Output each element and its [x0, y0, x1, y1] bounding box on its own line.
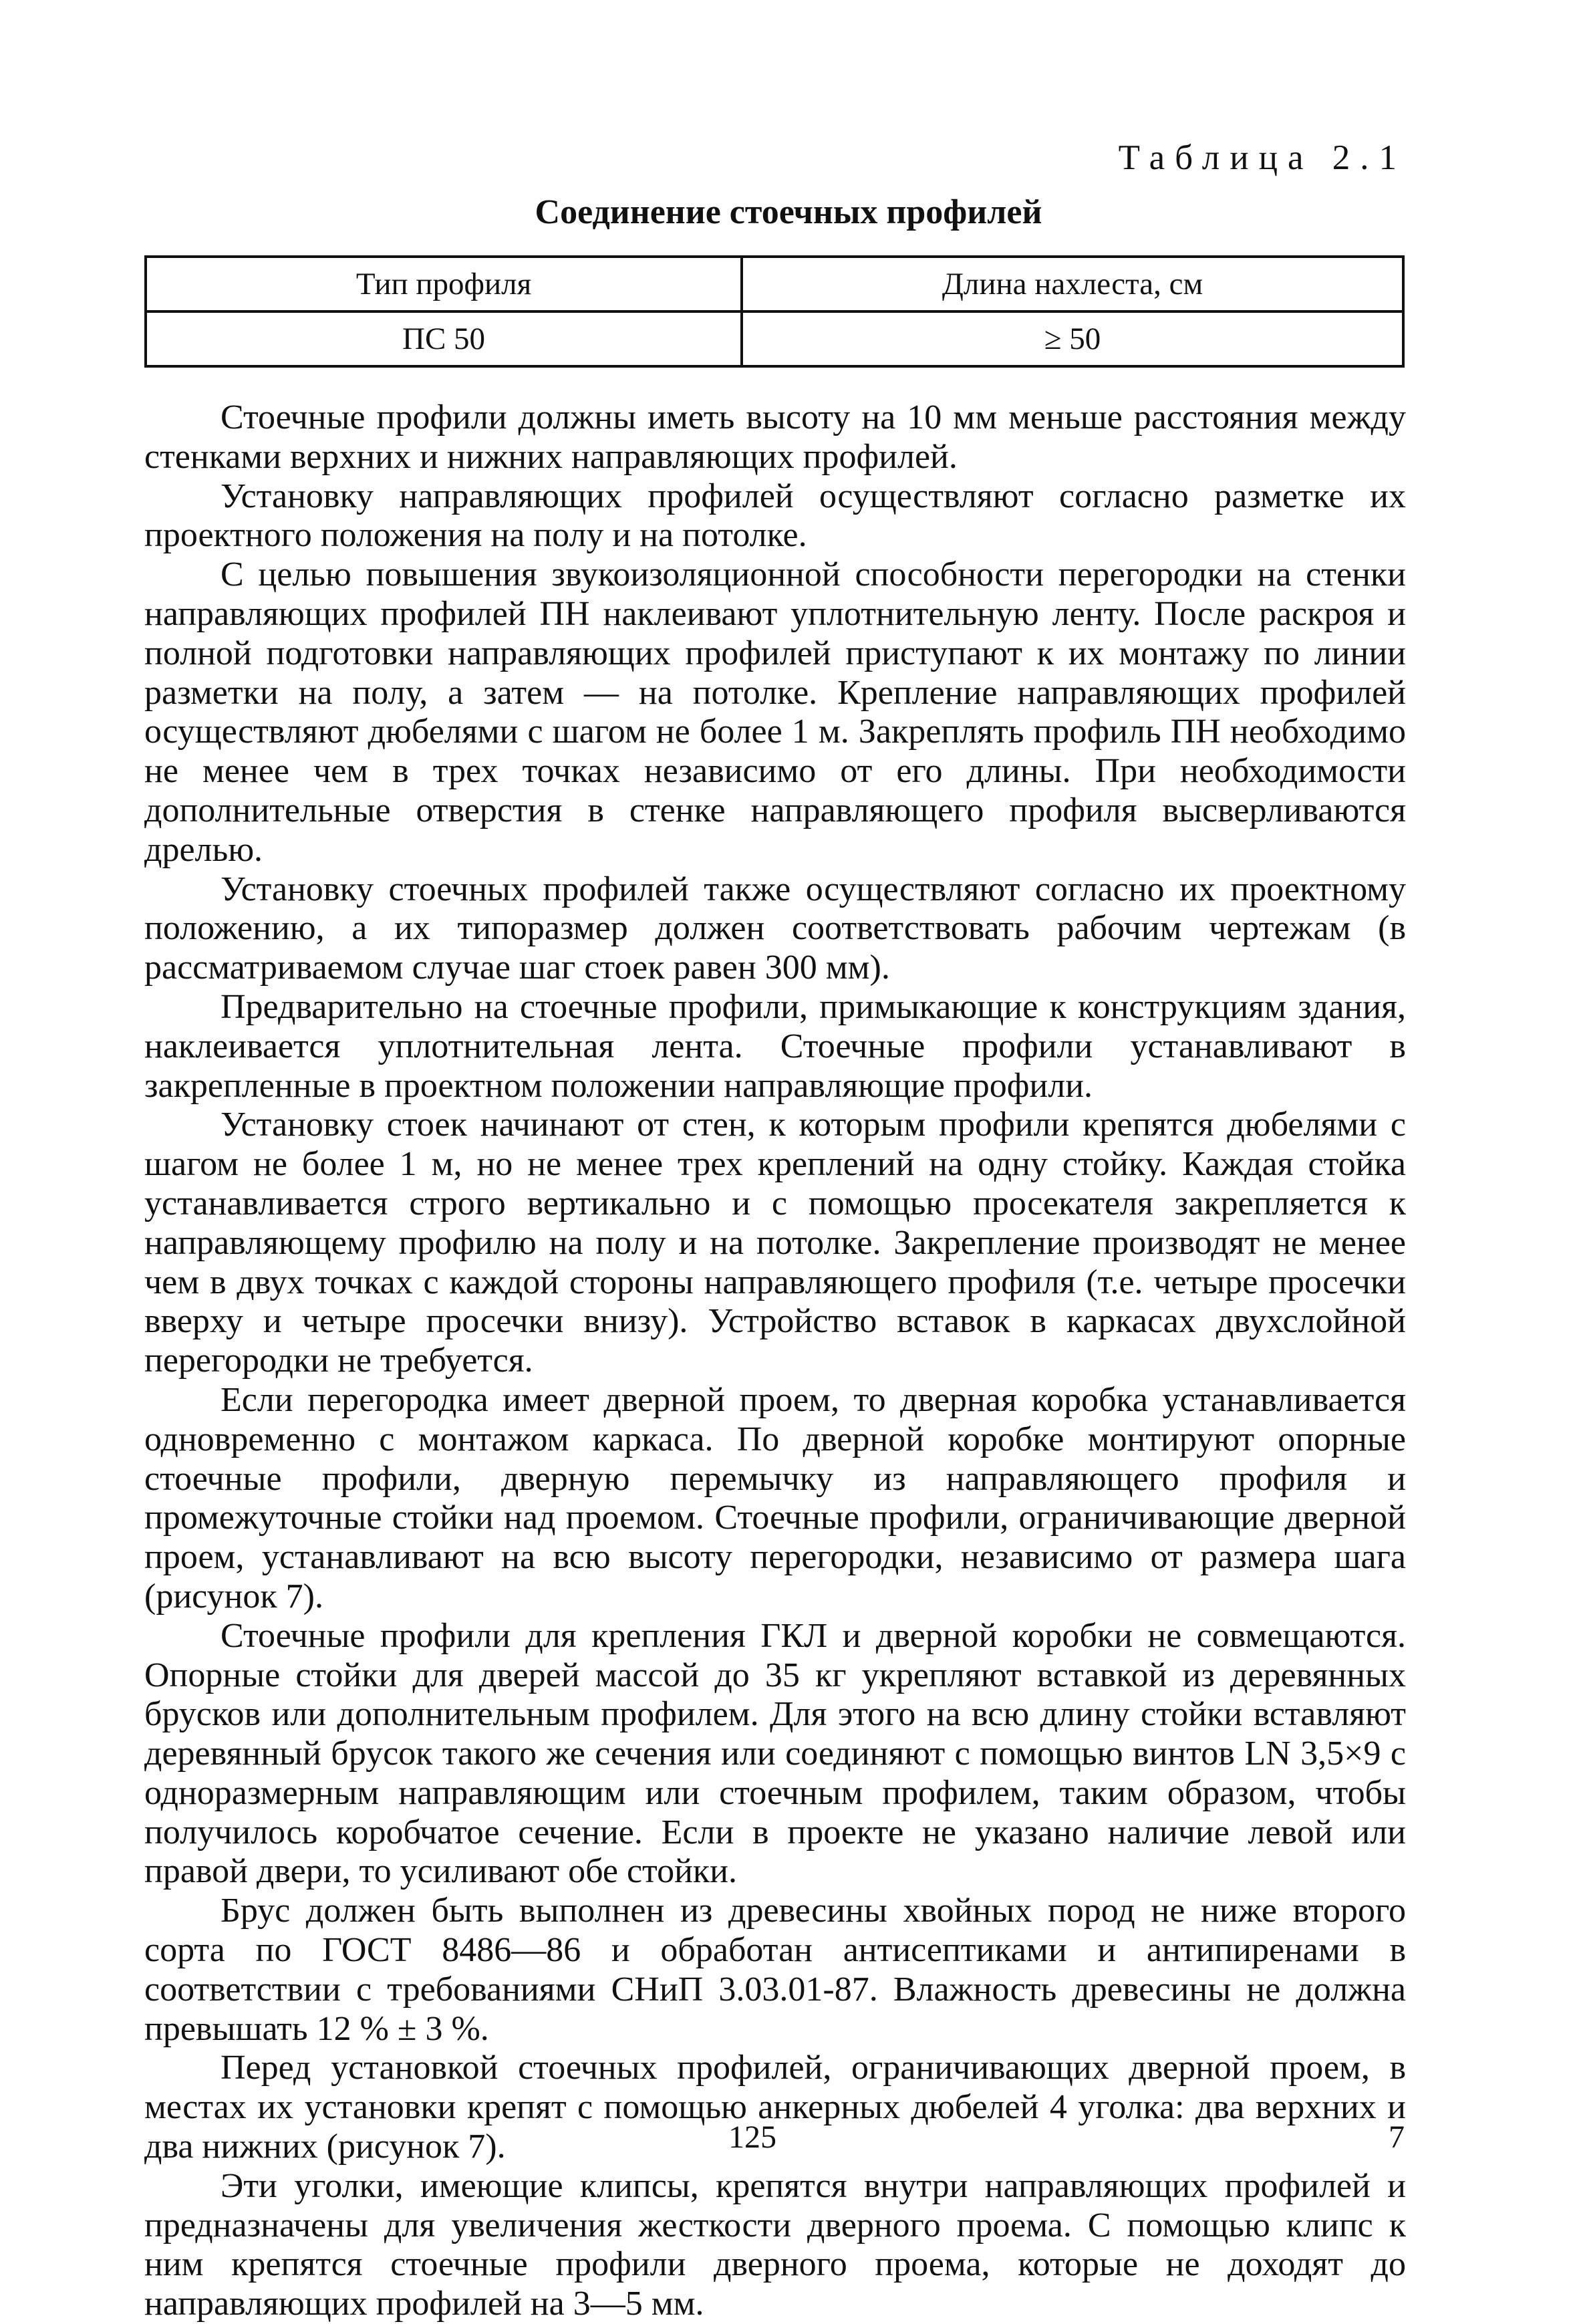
cell-profile-type: ПС 50 [146, 311, 742, 366]
cell-overlap-length: ≥ 50 [742, 311, 1403, 366]
header-profile-type: Тип профиля [146, 257, 742, 311]
paragraph: Стоечные профили должны иметь высоту на 10 мм меньше расстояния между стенками верхних и нижних направляющих профилей. [144, 398, 1406, 476]
header-overlap-length: Длина нахлеста, см [742, 257, 1403, 311]
body-text [144, 398, 1406, 2324]
paragraph: Установку направляющих профилей осуществляют согласно разметке их проектного положения на полу и на потолке. [144, 477, 1406, 555]
table-title: Соединение стоечных профилей [535, 193, 1042, 231]
joint-table [144, 255, 1405, 368]
paragraph: Если перегородка имеет дверной проем, то дверная коробка устанавливается одновременно с монтажом каркаса. По дверной коробке монтируют опорные стоечные профили, дверную перемычку из направляющего профиля и промежуточные стойки над проемом. Стоечные профили, ограничивающие дверной проем, устанавливают на всю высоту перегородки, независимо от размера шага (рисунок 7). [144, 1380, 1406, 1616]
table-label: Таблица 2.1 [1118, 138, 1407, 177]
paragraph: Установку стоечных профилей также осуществляют согласно их проектному положению, а их типоразмер должен соответствовать рабочим чертежам (в рассматриваемом случае шаг стоек равен 300 мм). [144, 870, 1406, 987]
page-number: 125 [728, 2119, 776, 2155]
paragraph: Стоечные профили для крепления ГКЛ и дверной коробки не совмещаются. Опорные стойки для дверей массой до 35 кг укрепляют вставкой из деревянных брусков или дополнительным профилем. Для этого на всю длину стойки вставляют деревянный брусок такого же сечения или соединяют с помощью винтов LN 3,5×9 с одноразмерным направляющим или стоечным профилем, таким образом, чтобы получилось коробчатое сечение. Если в проекте не указано наличие левой или правой двери, то усиливают обе стойки. [144, 1616, 1406, 1891]
table-row [146, 311, 1403, 366]
paragraph: Перед установкой стоечных профилей, ограничивающих дверной проем, в местах их установки крепят с помощью анкерных дюбелей 4 уголка: два верхних и два нижних (рисунок 7). [144, 2049, 1406, 2166]
paragraph: Брус должен быть выполнен из древесины хвойных пород не ниже второго сорта по ГОСТ 8486—86 и обработан антисептиками и антипиренами в соответствии с требованиями СНиП 3.03.01-87. Влажность древесины не должна превышать 12 % ± 3 %. [144, 1892, 1406, 2048]
paragraph: С целью повышения звукоизоляционной способности перегородки на стенки направляющих профилей ПН наклеивают уплотнительную ленту. После раскроя и полной подготовки направляющих профилей приступают к их монтажу по линии разметки на полу, а затем — на потолке. Крепление направляющих профилей осуществляют дюбелями с шагом не более 1 м. Закреплять профиль ПН необходимо не менее чем в трех точках независимо от его длины. При необходимости дополнительные отверстия в стенке направляющего профиля высверливаются дрелью. [144, 555, 1406, 869]
paragraph: Предварительно на стоечные профили, примыкающие к конструкциям здания, наклеивается уплотнительная лента. Стоечные профили устанавливают в закрепленные в проектном положении направляющие профили. [144, 987, 1406, 1105]
sheet-number: 7 [1389, 2119, 1405, 2155]
paragraph: Эти уголки, имеющие клипсы, крепятся внутри направляющих профилей и предназначены для увеличения жесткости дверного проема. С помощью клипс к ним крепятся стоечные профили дверного проема, которые не доходят до направляющих профилей на 3—5 мм. [144, 2166, 1406, 2323]
table-header-row [146, 257, 1403, 311]
paragraph: Установку стоек начинают от стен, к которым профили крепятся дюбелями с шагом не более 1 м, но не менее трех креплений на одну стойку. Каждая стойка устанавливается строго вертикально и с помощью просекателя закрепляется к направляющему профилю на полу и на потолке. Закрепление производят не менее чем в двух точках с каждой стороны направляющего профиля (т.е. четыре просечки вверху и четыре просечки внизу). Устройство вставок в каркасах двухслойной перегородки не требуется. [144, 1106, 1406, 1380]
